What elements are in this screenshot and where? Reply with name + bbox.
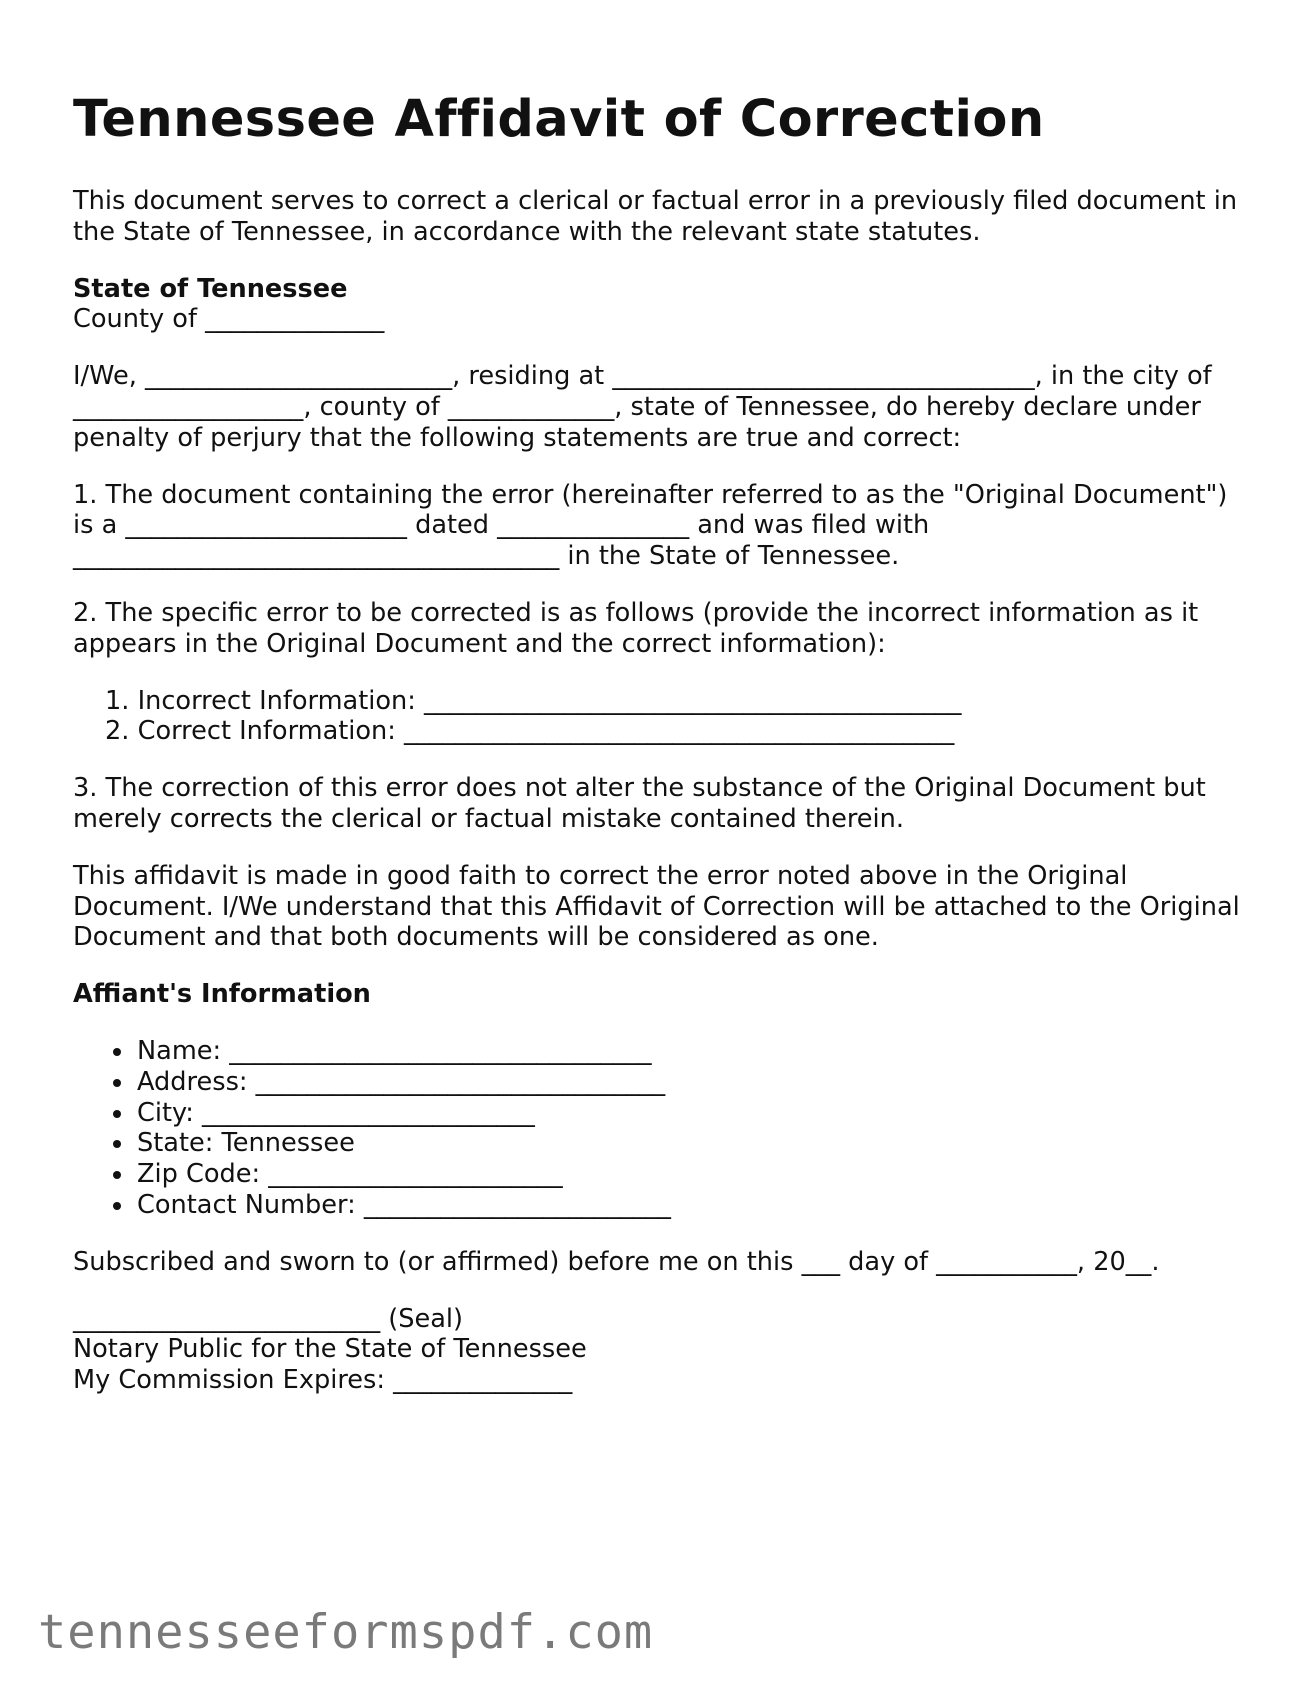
venue-county: County of ______________ [73,304,385,335]
incorrect-information-line: Incorrect Information: __________________________________________ [137,685,962,716]
sworn-statement: Subscribed and sworn to (or affirmed) before me on this ___ day of ___________, 20__. [73,1246,1160,1277]
correction-list [73,686,1253,748]
venue-block [73,274,1253,336]
good-faith-paragraph: This affidavit is made in good faith to correct the error noted above in the Original Document. I/We understand that this Affidavit of Correction will be attached to the Original Document and that both documents will be considered as one. [73,860,1240,953]
item-three-substance: 3. The correction of this error does not alter the substance of the Original Document but merely corrects the clerical or factual mistake contained therein. [73,773,1206,834]
affiant-zip-field: Zip Code: _______________________ [137,1159,1253,1190]
affiant-city-field: City: __________________________ [137,1098,1253,1129]
affiant-heading: Affiant's Information [73,979,371,1010]
correct-information-line: Correct Information: ___________________________________________ [137,716,955,747]
affiant-name-field: Name: _________________________________ [137,1036,1253,1067]
affidavit-document [73,90,1253,1396]
venue-state: State of Tennessee [73,273,348,304]
notary-commission-expires: My Commission Expires: ______________ [73,1365,573,1396]
affiant-state-field: State: Tennessee [137,1128,1253,1159]
intro-paragraph: This document serves to correct a clerical or factual error in a previously filed document in the State of Tennessee, in accordance with the relevant state statutes. [73,186,1238,247]
affiant-contact-field: Contact Number: ________________________ [137,1190,1253,1221]
document-title: Tennessee Affidavit of Correction [73,90,1045,149]
item-two-specific-error: 2. The specific error to be corrected is as follows (provide the incorrect information as it appears in the Original Document and the correct information): [73,597,1199,659]
notary-block [73,1304,1253,1396]
declaration-paragraph: I/We, ________________________, residing at _________________________________, in the city of __________________, county of _____________, state of Tennessee, do hereby declare under penalty of perjury that the following statements are true and correct: [73,361,1212,453]
notary-signature-line: ________________________ (Seal) [73,1303,464,1334]
affiant-address-field: Address: ________________________________ [137,1067,1253,1098]
notary-title: Notary Public for the State of Tennessee [73,1334,587,1365]
item-one-original-document: 1. The document containing the error (hereinafter referred to as the "Original Document") is a ______________________ dated _______________ and was filed with ______________________________________ in the State of Tennessee. [73,479,1228,572]
site-watermark: tennesseeformspdf.com [38,1605,654,1660]
affiant-field-list [73,1036,1253,1221]
